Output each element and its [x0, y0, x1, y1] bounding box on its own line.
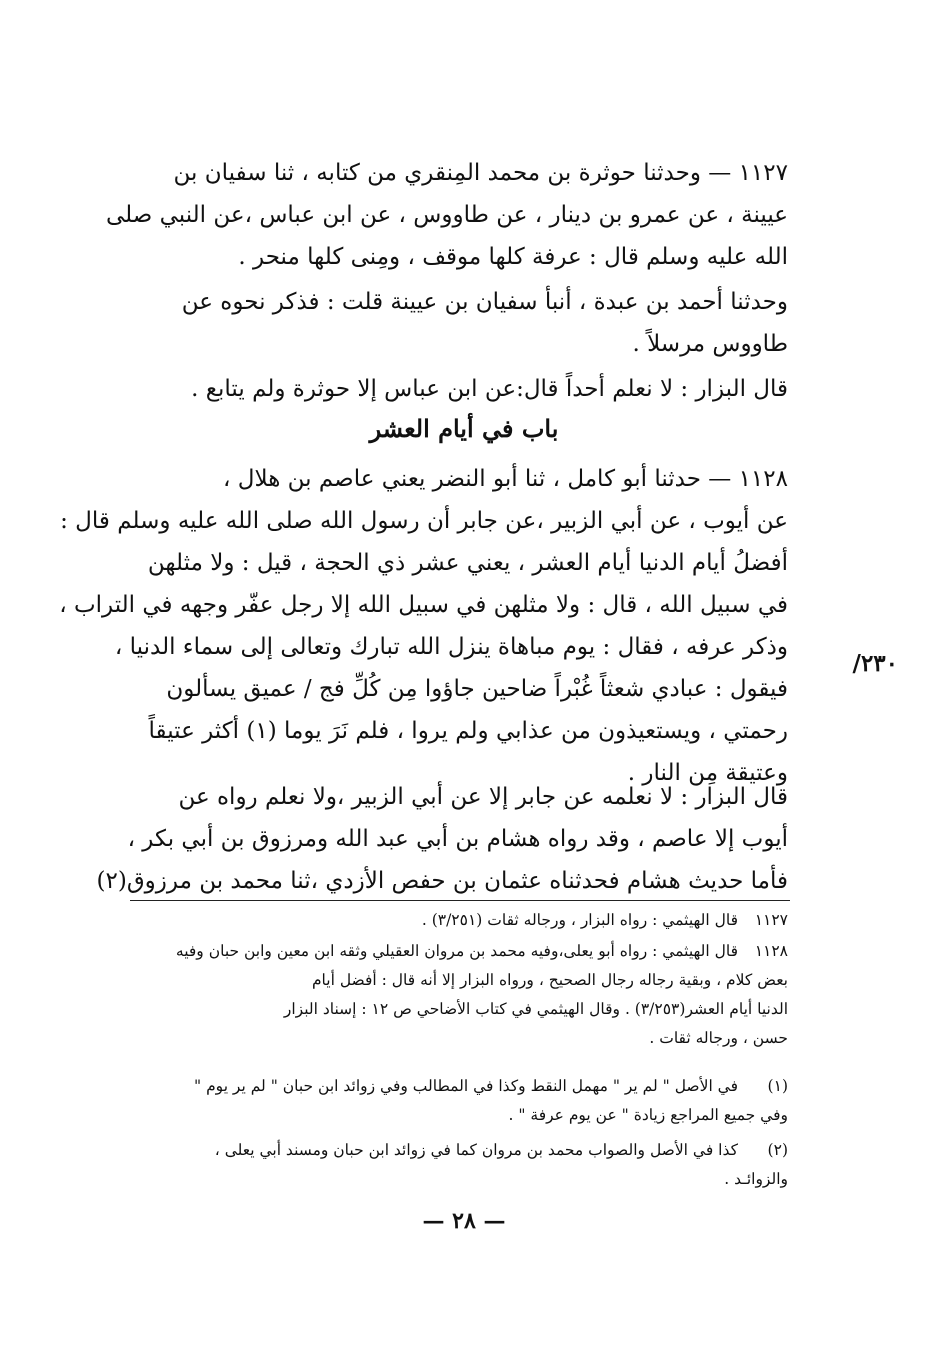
- footnote-text: كذا في الأصل والصواب محمد بن مروان كما في زوائد ابن حبان ومسند أبي يعلى ،: [214, 1141, 738, 1159]
- text-line: أفضلُ أيام الدنيا أيام العشر ، يعني عشر ذي الحجة ، قيل : ولا مثلهن: [147, 550, 788, 576]
- text-line: أيوب إلا عاصم ، وقد رواه هشام بن أبي عبد الله ومرزوق بن أبي بكر ،: [127, 826, 788, 852]
- text-line: وحدثنا أحمد بن عبدة ، أنبأ سفيان بن عيينة قلت : فذكر نحوه عن: [181, 289, 788, 315]
- footnote-number: (١): [767, 1077, 788, 1095]
- text-line: قال البزار : لا نعلم أحداً قال:عن ابن عباس إلا حوثرة ولم يتابع .: [191, 376, 788, 402]
- manuscript-folio-reference: ٢٣٠/: [852, 650, 898, 677]
- text-line: قال البزار : لا نعلمه عن جابر إلا عن أبي الزبير ،ولا نعلم رواه عن: [178, 784, 788, 810]
- text-line: وذكر عرفه ، فقال : يوم مباهاة ينزل الله تبارك وتعالى إلى سماء الدنيا ،: [114, 634, 788, 660]
- footnote-separator: [130, 900, 790, 901]
- text-line: فأما حديث هشام فحدثناه عثمان بن حفص الأزدي ،ثنا محمد بن مرزوق(٢): [96, 868, 788, 894]
- paragraph-bazzar-comment-2: [96, 776, 788, 902]
- footnote-text: الدنيا أيام العشر(٣/٢٥٣) . وقال الهيثمي في كتاب الأضاحي ص ١٢ : إسناد البزار: [283, 1000, 788, 1018]
- text-line: طاووس مرسلاً .: [632, 331, 788, 357]
- footnote-text: بعض كلام ، وبقية رجاله رجال الصحيح ، ورواه البزار إلا أنه قال : أفضل أيام: [311, 971, 788, 989]
- text-line: عن أيوب ، عن أبي الزبير ،عن جابر أن رسول الله صلى الله عليه وسلم قال :: [60, 508, 788, 534]
- text-line: رحمتي ، ويستعيذون من عذابي ولم يروا ، فلم نَرَ يوما (١) أكثر عتيقاً: [148, 718, 788, 744]
- footnote-number: (٢): [767, 1141, 788, 1159]
- footnote-text: قال الهيثمي : رواه أبو يعلى،وفيه محمد بن مروان العقيلي وثقه ابن معين وابن حبان وفيه: [175, 942, 738, 960]
- footnote-number: ١١٢٨: [754, 942, 788, 960]
- paragraph-hadith-1128: [59, 458, 788, 794]
- footnote-number: ١١٢٧: [754, 911, 788, 929]
- footnote-text: قال الهيثمي : رواه البزار ، ورجاله ثقات (٣/٢٥١) .: [421, 911, 738, 929]
- text-line: الله عليه وسلم قال : عرفة كلها موقف ، ومِنى كلها منحر .: [238, 244, 788, 270]
- text-line: ١١٢٨ — حدثنا أبو كامل ، ثنا أبو النضر يعني عاصم بن هلال ،: [223, 466, 788, 492]
- footnote-text: حسن ، ورجاله ثقات .: [649, 1029, 788, 1047]
- chapter-heading: باب في أيام العشر: [369, 414, 559, 443]
- text-line: فيقول : عبادي شعثاً غُبْراً ضاحين جاؤوا مِن كُلِّ فج / عميق يسألون: [166, 676, 788, 702]
- text-line: ١١٢٧ — وحدثنا حوثرة بن محمد المِنقري من كتابه ، ثنا سفيان بن: [173, 160, 788, 186]
- footnote-hadith-1127: [128, 906, 788, 935]
- paragraph-hadith-1127: [105, 152, 788, 278]
- paragraph-bazzar-comment-1: [138, 368, 788, 410]
- text-line: في سبيل الله ، قال : ولا مثلهن في سبيل الله إلا رجل عفّر وجهه في التراب ،: [59, 592, 788, 618]
- footnote-editor-1: [128, 1072, 788, 1130]
- footnote-editor-2: [128, 1136, 788, 1194]
- text-line: عيينة ، عن عمرو بن دينار ، عن طاووس ، عن ابن عباس ،عن النبي صلى: [105, 202, 788, 228]
- footnote-text: والزوائـد .: [724, 1170, 788, 1188]
- paragraph-alternate-chain: [138, 281, 788, 365]
- footnote-text: في الأصل " لم ير " مهمل النقط وكذا في المطالب وفي زوائد ابن حبان " لم ير يوم ": [194, 1077, 738, 1095]
- footnote-text: وفي جميع المراجع زيادة " عن يوم عرفة " .: [508, 1106, 788, 1124]
- page-number: — ٢٨ —: [422, 1208, 506, 1234]
- footnote-hadith-1128: [128, 937, 788, 1053]
- text-line: وعتيقة مِن النار .: [627, 760, 788, 786]
